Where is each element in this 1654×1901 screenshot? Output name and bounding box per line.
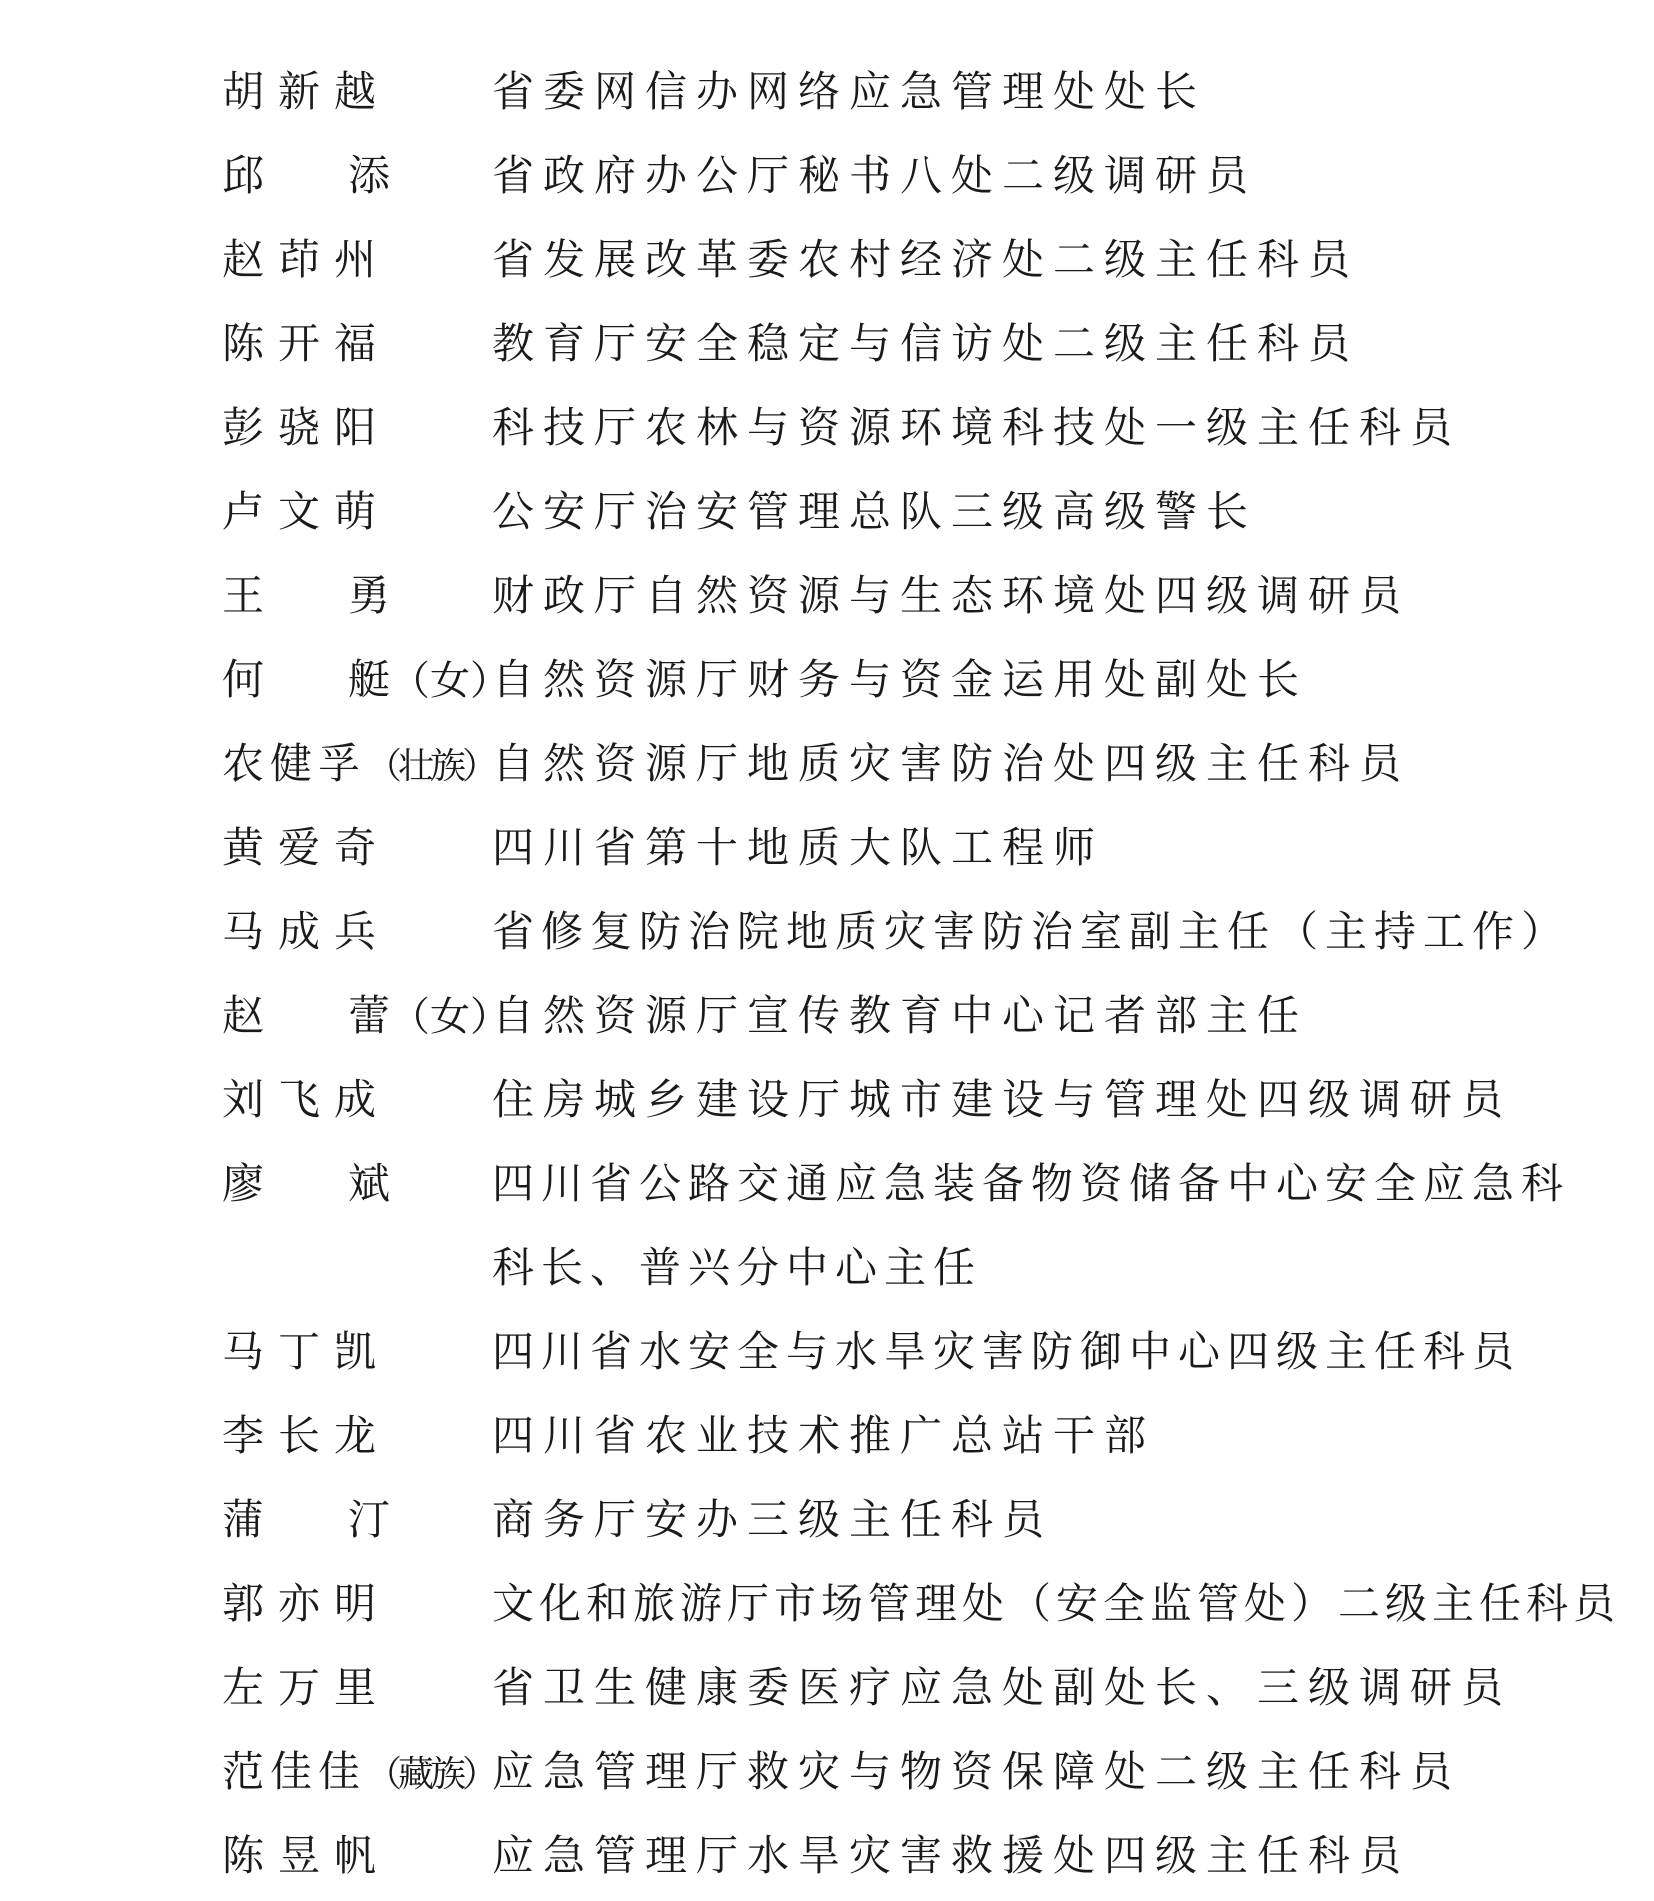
list-item bbox=[0, 1058, 1654, 1142]
person-position: 自然资源厅地质灾害防治处四级主任科员 bbox=[492, 739, 1411, 788]
list-item bbox=[0, 1562, 1654, 1646]
list-item bbox=[0, 1730, 1654, 1814]
ethnicity-note: （壮族） bbox=[366, 746, 495, 787]
person-position: 科技厅农林与资源环境科技处一级主任科员 bbox=[492, 403, 1462, 452]
person-name: 赵 蕾（女） bbox=[222, 991, 511, 1040]
person-name: 刘飞成 bbox=[222, 1075, 391, 1124]
person-position: 四川省农业技术推广总站干部 bbox=[492, 1411, 1156, 1460]
person-name: 王 勇 bbox=[222, 571, 391, 620]
person-name: 邱 添 bbox=[222, 151, 391, 200]
gender-note: （女） bbox=[390, 658, 511, 704]
person-position: 应急管理厅水旱灾害救援处四级主任科员 bbox=[492, 1831, 1411, 1880]
person-name: 陈开福 bbox=[222, 319, 391, 368]
person-position: 商务厅安办三级主任科员 bbox=[492, 1495, 1054, 1544]
person-position: 住房城乡建设厅城市建设与管理处四级调研员 bbox=[492, 1075, 1513, 1124]
list-item bbox=[0, 1142, 1654, 1310]
person-position: 省政府办公厅秘书八处二级调研员 bbox=[492, 151, 1258, 200]
list-item bbox=[0, 890, 1654, 974]
person-name: 农健孚（壮族） bbox=[222, 739, 495, 788]
position-line-2: 科长、普兴分中心主任 bbox=[492, 1243, 983, 1292]
person-name: 左万里 bbox=[222, 1663, 391, 1712]
list-item bbox=[0, 1814, 1654, 1898]
person-position: 四川省第十地质大队工程师 bbox=[492, 823, 1105, 872]
list-item bbox=[0, 134, 1654, 218]
person-position: 公安厅治安管理总队三级高级警长 bbox=[492, 487, 1258, 536]
person-name: 蒲 汀 bbox=[222, 1495, 391, 1544]
list-item bbox=[0, 302, 1654, 386]
position-line-1: 四川省公路交通应急装备物资储备中心安全应急科 bbox=[492, 1159, 1571, 1208]
person-position: 教育厅安全稳定与信访处二级主任科员 bbox=[492, 319, 1360, 368]
person-name: 范佳佳（藏族） bbox=[222, 1747, 495, 1796]
person-name: 李长龙 bbox=[222, 1411, 391, 1460]
person-name: 陈昱帆 bbox=[222, 1831, 391, 1880]
person-position: 自然资源厅宣传教育中心记者部主任 bbox=[492, 991, 1309, 1040]
person-position bbox=[492, 1142, 1571, 1310]
person-position: 省发展改革委农村经济处二级主任科员 bbox=[492, 235, 1360, 284]
person-name: 马丁凯 bbox=[222, 1327, 391, 1376]
person-name: 彭骁阳 bbox=[222, 403, 391, 452]
person-name: 郭亦明 bbox=[222, 1579, 391, 1628]
list-item bbox=[0, 806, 1654, 890]
list-item bbox=[0, 722, 1654, 806]
person-position: 省修复防治院地质灾害防治室副主任（主持工作） bbox=[492, 907, 1571, 956]
gender-note: （女） bbox=[390, 994, 511, 1040]
list-item bbox=[0, 50, 1654, 134]
list-item bbox=[0, 218, 1654, 302]
list-item bbox=[0, 974, 1654, 1058]
person-name: 马成兵 bbox=[222, 907, 391, 956]
list-item bbox=[0, 386, 1654, 470]
list-item bbox=[0, 638, 1654, 722]
person-name: 胡新越 bbox=[222, 67, 391, 116]
person-position: 自然资源厅财务与资金运用处副处长 bbox=[492, 655, 1309, 704]
person-name: 廖 斌 bbox=[222, 1159, 391, 1208]
list-item bbox=[0, 470, 1654, 554]
person-name: 卢文萌 bbox=[222, 487, 391, 536]
ethnicity-note: （藏族） bbox=[366, 1754, 495, 1795]
person-position: 文化和旅游厅市场管理处（安全监管处）二级主任科员 bbox=[492, 1579, 1621, 1628]
person-position: 财政厅自然资源与生态环境处四级调研员 bbox=[492, 571, 1411, 620]
person-position: 省卫生健康委医疗应急处副处长、三级调研员 bbox=[492, 1663, 1513, 1712]
list-item bbox=[0, 1646, 1654, 1730]
list-item bbox=[0, 554, 1654, 638]
list-item bbox=[0, 1394, 1654, 1478]
person-name: 黄爱奇 bbox=[222, 823, 391, 872]
person-name: 赵茚州 bbox=[222, 235, 391, 284]
list-item bbox=[0, 1478, 1654, 1562]
person-name: 何 艇（女） bbox=[222, 655, 511, 704]
person-position: 应急管理厅救灾与物资保障处二级主任科员 bbox=[492, 1747, 1462, 1796]
list-item bbox=[0, 1310, 1654, 1394]
person-position: 省委网信办网络应急管理处处长 bbox=[492, 67, 1207, 116]
person-position: 四川省水安全与水旱灾害防御中心四级主任科员 bbox=[492, 1327, 1522, 1376]
